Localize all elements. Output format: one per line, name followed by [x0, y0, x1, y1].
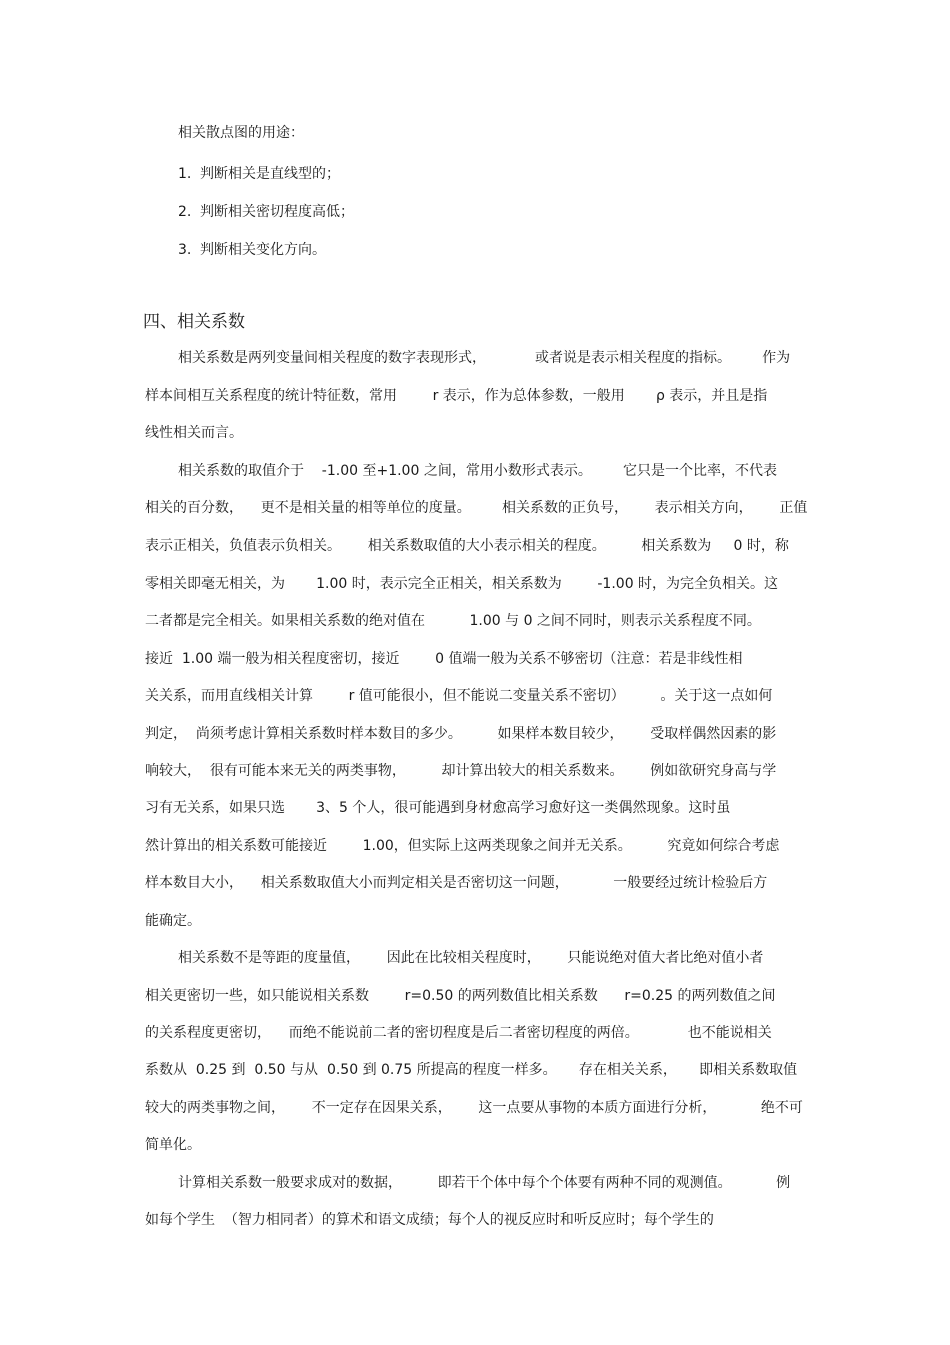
text-line: 线性相关而言。: [145, 425, 243, 441]
list-item-text: 判断相关变化方向。: [200, 242, 326, 258]
text-line: 样本间相互关系程度的统计特征数，常用 r 表示，作为总体参数，一般用 ρ 表示，并且是指: [145, 388, 768, 404]
text-line: 系数从 0.25 到 0.50 与从 0.50 到 0.75 所提高的程度一样多。 存在相关关系， 即相关系数取值: [145, 1062, 798, 1078]
text-line: 如每个学生 （智力相同者）的算术和语文成绩；每个人的视反应时和听反应时；每个学生的: [145, 1212, 714, 1228]
text-line: 然计算出的相关系数可能接近 1.00，但实际上这两类现象之间并无关系。 究竟如何综合考虑: [145, 838, 780, 854]
scatter-usage-intro: 相关散点图的用途：: [178, 125, 304, 141]
text-line: 判定， 尚须考虑计算相关系数时样本数目的多少。 如果样本数目较少， 受取样偶然因素的影: [145, 726, 777, 742]
text-line: 相关的百分数， 更不是相关量的相等单位的度量。 相关系数的正负号， 表示相关方向， 正值: [145, 500, 808, 516]
text-line: 能确定。: [145, 913, 201, 929]
list-item: [178, 240, 326, 260]
text-line: 相关系数是两列变量间相关程度的数字表现形式， 或者说是表示相关程度的指标。 作为: [178, 350, 791, 366]
text-line: 简单化。: [145, 1137, 201, 1153]
text-line: 二者都是完全相关。如果相关系数的绝对值在 1.00 与 0 之间不同时，则表示关系程度不同。: [145, 613, 761, 629]
text-line: 零相关即毫无相关，为 1.00 时，表示完全正相关，相关系数为 -1.00 时，为完全负相关。这: [145, 576, 779, 592]
text-line: 响较大， 很有可能本来无关的两类事物， 却计算出较大的相关系数来。 例如欲研究身高与学: [145, 763, 777, 779]
text-line: 样本数目大小， 相关系数取值大小而判定相关是否密切这一问题， 一般要经过统计检验后方: [145, 875, 768, 891]
text-line: 的关系程度更密切， 而绝不能说前二者的密切程度是后二者密切程度的两倍。 也不能说相关: [145, 1025, 772, 1041]
text-line: 较大的两类事物之间， 不一定存在因果关系， 这一点要从事物的本质方面进行分析， 绝不可: [145, 1100, 803, 1116]
list-item-number: 2.: [178, 204, 192, 220]
text-line: 相关系数不是等距的度量值， 因此在比较相关程度时， 只能说绝对值大者比绝对值小者: [178, 950, 764, 966]
text-line: 表示正相关，负值表示负相关。 相关系数取值的大小表示相关的程度。 相关系数为 0 时，称: [145, 538, 789, 554]
text-line: 关关系，而用直线相关计算 r 值可能很小，但不能说二变量关系不密切） 。关于这一点如何: [145, 688, 773, 704]
list-item-number: 1.: [178, 166, 192, 182]
text-line: 接近 1.00 端一般为相关程度密切，接近 0 值端一般为关系不够密切（注意：若是非线性相: [145, 651, 743, 667]
list-item: [178, 164, 340, 184]
text-line: 相关系数的取值介于 -1.00 至+1.00 之间，常用小数形式表示。 它只是一个比率，不代表: [178, 463, 777, 479]
list-item-number: 3.: [178, 242, 192, 258]
list-item-text: 判断相关密切程度高低；: [200, 204, 354, 220]
text-line: 计算相关系数一般要求成对的数据， 即若干个体中每个个体要有两种不同的观测值。 例: [178, 1175, 791, 1191]
text-line: 相关更密切一些，如只能说相关系数 r=0.50 的两列数值比相关系数 r=0.25 的两列数值之间: [145, 988, 776, 1004]
section-heading: 四、相关系数: [143, 312, 245, 332]
list-item: [178, 202, 354, 222]
list-item-text: 判断相关是直线型的；: [200, 166, 340, 182]
text-line: 习有无关系，如果只选 3、5 个人，很可能遇到身材愈高学习愈好这一类偶然现象。这时虽: [145, 800, 731, 816]
